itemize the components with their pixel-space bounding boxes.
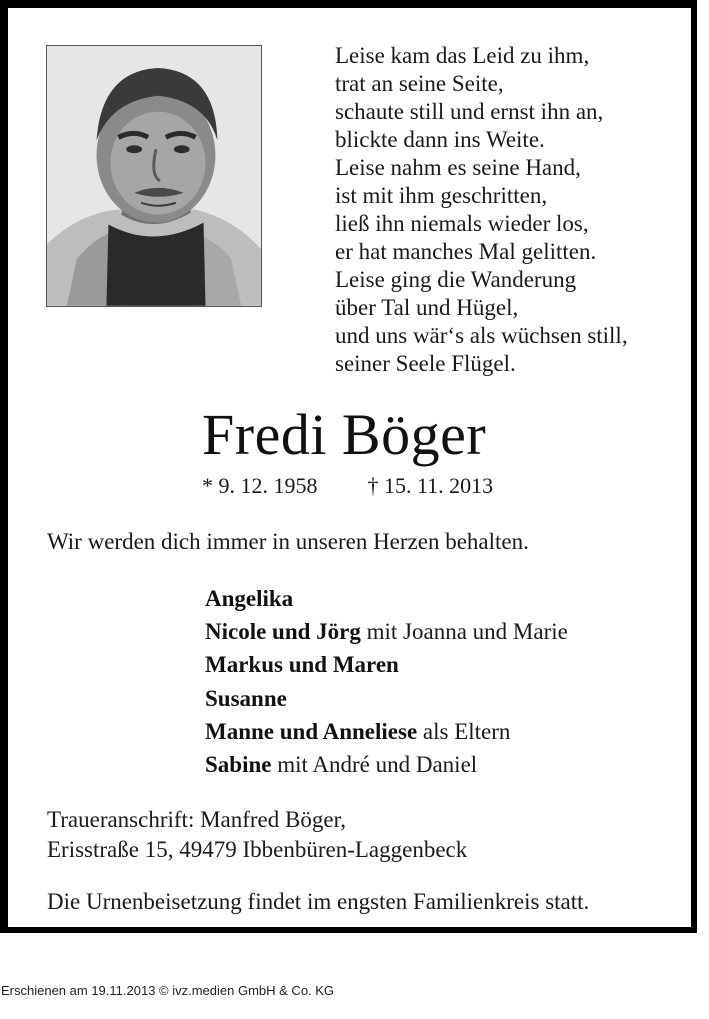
birth-date: * 9. 12. 1958 bbox=[202, 473, 318, 498]
life-dates bbox=[202, 471, 702, 501]
poem-line: blickte dann ins Weite. bbox=[335, 127, 545, 152]
mourner-detail: mit André und Daniel bbox=[271, 752, 478, 778]
mourner-row bbox=[205, 582, 700, 615]
mourner-name: Manne und Anneliese bbox=[205, 718, 418, 744]
mourner-row bbox=[205, 682, 700, 715]
mourner-row bbox=[205, 648, 700, 681]
poem-line: ist mit ihm geschritten, bbox=[335, 183, 548, 208]
mourner-name: Sabine bbox=[205, 752, 272, 778]
mourner-name: Angelika bbox=[205, 586, 294, 611]
poem-line: er hat manches Mal gelitten. bbox=[335, 239, 597, 264]
mourner-name: Nicole und Jörg bbox=[205, 619, 361, 645]
address-line-2: Erisstraße 15, 49479 Ibbenbüren-Laggenbeck bbox=[47, 837, 468, 862]
mourning-address bbox=[47, 805, 697, 865]
poem-line: schaute still und ernst ihn an, bbox=[335, 99, 604, 124]
address-line-1: Traueranschrift: Manfred Böger, bbox=[47, 807, 347, 832]
poem-line: Leise kam das Leid zu ihm, bbox=[335, 43, 590, 68]
portrait-image bbox=[47, 46, 261, 306]
poem-line: trat an seine Seite, bbox=[335, 71, 504, 96]
mourner-row bbox=[205, 615, 700, 648]
mourner-row bbox=[205, 748, 700, 781]
mourner-detail: als Eltern bbox=[417, 718, 511, 744]
memorial-motto: Wir werden dich immer in unseren Herzen behalten. bbox=[47, 529, 529, 554]
poem-line: Leise nahm es seine Hand, bbox=[335, 155, 581, 180]
burial-note: Die Urnenbeisetzung findet im engsten Familienkreis statt. bbox=[47, 889, 590, 914]
poem-line: seiner Seele Flügel. bbox=[335, 351, 516, 376]
portrait-photo bbox=[46, 45, 262, 307]
death-date: † 15. 11. 2013 bbox=[367, 473, 494, 498]
poem-line: und uns wär‘s als wüchsen still, bbox=[335, 323, 628, 348]
mourner-name: Susanne bbox=[205, 685, 287, 711]
poem bbox=[335, 42, 705, 378]
mourner-detail: mit Joanna und Marie bbox=[360, 619, 568, 645]
poem-line: Leise ging die Wanderung bbox=[335, 267, 577, 292]
publication-footer: Erschienen am 19.11.2013 © ivz.medien GmbH & Co. KG bbox=[1, 983, 335, 998]
mourners-list bbox=[205, 582, 700, 781]
deceased-name: Fredi Böger bbox=[202, 402, 487, 467]
mourner-name: Markus und Maren bbox=[205, 652, 399, 678]
poem-line: ließ ihn niemals wieder los, bbox=[335, 211, 589, 236]
mourner-row bbox=[205, 715, 700, 748]
poem-line: über Tal und Hügel, bbox=[335, 295, 519, 320]
